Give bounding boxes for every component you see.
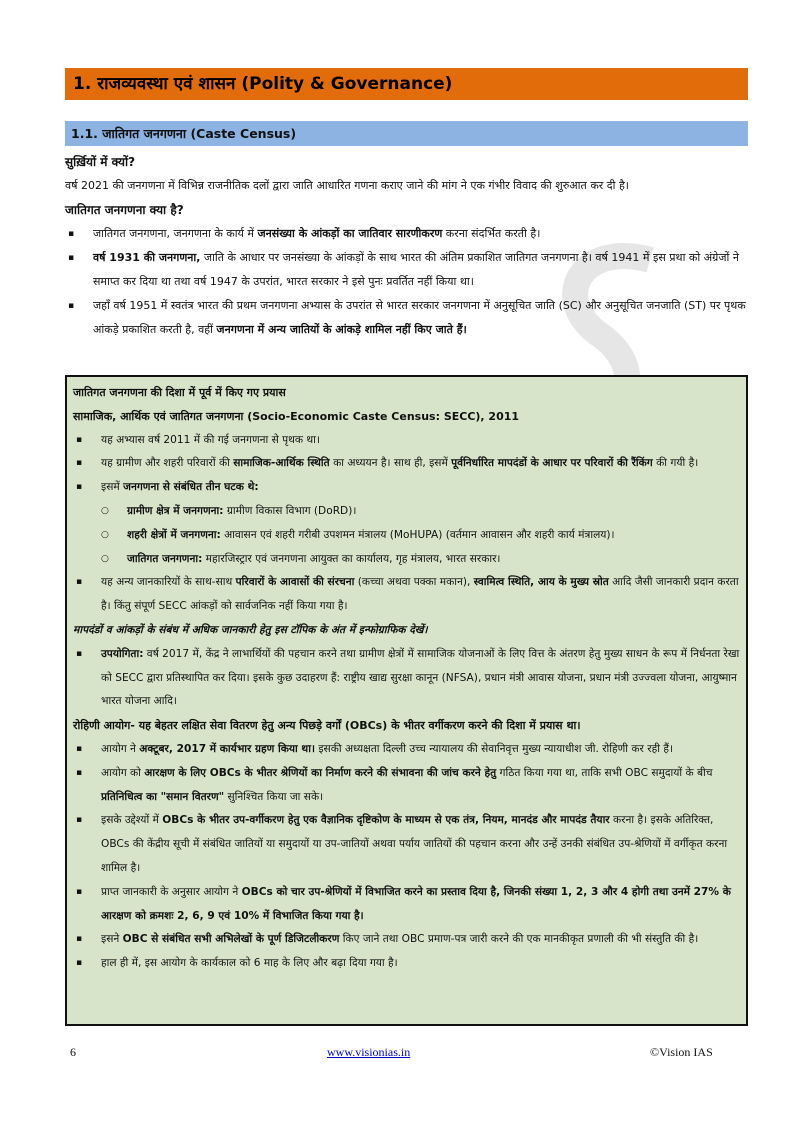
- list-item: [73, 500, 740, 524]
- list-item: [73, 429, 740, 453]
- page-number: 6: [70, 1045, 76, 1059]
- bold-text: शहरी क्षेत्रों में जनगणना:: [127, 528, 221, 541]
- census-components: [73, 500, 740, 571]
- bold-text: पूर्वनिर्धारित मापदंडों के आधार पर परिवारों की रैंकिंग: [451, 457, 653, 470]
- text: ग्रामीण विकास विभाग (DoRD)।: [223, 504, 357, 517]
- rohini-bullets: [73, 738, 740, 976]
- text: इसके उद्देश्यों में: [101, 814, 163, 827]
- text: यह अन्य जानकारियों के साथ-साथ: [101, 576, 236, 589]
- text: यह अभ्यास वर्ष 2011 में की गई जनगणना से पृथक था।: [101, 433, 320, 446]
- text: का अध्ययन है। साथ ही, इसमें: [329, 457, 452, 470]
- text: आवासन एवं शहरी गरीबी उपशमन मंत्रालय (MoHUPA) (वर्तमान आवासन और शहरी कार्य मंत्रालय)।: [220, 528, 615, 541]
- text: वर्ष 2017 में, केंद्र ने लाभार्थियों की पहचान करने तथा ग्रामीण क्षेत्रों में सामाजिक योजनाओं के लिए वित्त के अंतरण हेतु मुख्य साधन के रूप में निर्धनता रेखा को SECC द्वारा प्रतिस्थापित कर दिया। इसके कुछ उदाहरण हैं: राष्ट्रीय खाद्य सुरक्षा कानून (NFSA), प्रधान मंत्री आवास योजना, प्रधान मंत्री उज्ज्वला योजना, आयुष्मान भारत योजना आदि।: [101, 647, 740, 708]
- list-item: [73, 809, 740, 880]
- text: किए जाने तथा OBC प्रमाण-पत्र जारी करने की एक मानकीकृत प्रणाली की भी संस्तुति की है।: [339, 933, 699, 946]
- text: करना है। इसके अतिरिक्त, OBCs की केंद्रीय सूची में संबंधित जातियों या समुदायों या उप-जातियों अथवा पर्याय जातियों की पहचान करना और उन्हें उनकी संबंधित उप-श्रेणियों में वर्गीकृत करना शामिल है।: [101, 814, 728, 874]
- secc-bullets-2: [73, 571, 740, 619]
- bold-text: सामाजिक-आर्थिक स्थिति: [233, 457, 330, 470]
- list-item: [73, 881, 740, 929]
- text: सुनिश्चित किया जा सके।: [224, 790, 324, 803]
- chapter-heading: 1. राजव्यवस्था एवं शासन (Polity & Governance): [65, 68, 748, 100]
- bold-text: ग्रामीण क्षेत्र में जनगणना:: [127, 504, 224, 517]
- intro-section: [65, 150, 748, 342]
- text: प्राप्त जानकारी के अनुसार आयोग ने: [101, 885, 242, 898]
- copyright: ©Vision IAS: [650, 1045, 713, 1059]
- bold-text: जनगणना में अन्य जातियों के आंकड़े शामिल नहीं किए जाते हैं।: [216, 323, 467, 336]
- utility-bullets: [73, 643, 740, 714]
- bold-text: प्रतिनिधित्व का "समान वितरण": [101, 790, 225, 803]
- box-title: जातिगत जनगणना की दिशा में पूर्व में किए गए प्रयास: [73, 386, 286, 399]
- section-heading: 1.1. जातिगत जनगणना (Caste Census): [65, 121, 748, 146]
- bold-text: स्वामित्व स्थिति, आय के मुख्य स्रोत: [473, 576, 609, 589]
- bold-text: जनगणना से संबंधित तीन घटक थे:: [123, 481, 259, 494]
- bold-text: अक्टूबर, 2017 में कार्यभार ग्रहण किया था।: [139, 742, 315, 755]
- list-item: [73, 928, 740, 952]
- list-item: [65, 222, 748, 246]
- text: इसकी अध्यक्षता दिल्ली उच्च न्यायालय की सेवानिवृत्त मुख्य न्यायाधीश जी. रोहिणी कर रही हैं।: [314, 742, 673, 755]
- secc-title: सामाजिक, आर्थिक एवं जातिगत जनगणना (Socio-Economic Caste Census: SECC), 2011: [73, 409, 520, 423]
- list-item: [73, 643, 740, 714]
- what-heading: जातिगत जनगणना क्या है?: [65, 203, 184, 217]
- text: महारजिस्ट्रार एवं जनगणना आयुक्त का कार्यालय, गृह मंत्रालय, भारत सरकार।: [202, 552, 501, 565]
- bold-text: आरक्षण के लिए OBCs के भीतर श्रेणियों का निर्माण करने की संभावना की जांच करने हेतु: [144, 766, 497, 779]
- text: गठित किया गया था, ताकि सभी OBC समुदायों के बीच: [496, 766, 713, 779]
- bold-text: OBCs के भीतर उप-वर्गीकरण हेतु एक वैज्ञानिक दृष्टिकोण के माध्यम से एक तंत्र, नियम, मानदंड और मापदंड तैयार: [162, 814, 610, 827]
- text: आयोग को: [101, 766, 145, 779]
- website-link[interactable]: www.visionias.in: [327, 1045, 411, 1059]
- list-item: [73, 952, 740, 976]
- list-item: [73, 452, 740, 476]
- list-item: [73, 738, 740, 762]
- list-item: [73, 524, 740, 548]
- rohini-title: रोहिणी आयोग- यह बेहतर लक्षित सेवा वितरण हेतु अन्य पिछड़े वर्गों (OBCs) के भीतर वर्गीकरण करने की दिशा में प्रयास था।: [73, 719, 581, 733]
- text: हाल ही में, इस आयोग के कार्यकाल को 6 माह के लिए और बढ़ा दिया गया है।: [101, 957, 398, 970]
- text: की गयी है।: [652, 457, 699, 470]
- text: आदि जैसी जानकारी प्रदान करता है। किंतु संपूर्ण SECC आंकड़ों को सार्वजनिक नहीं किया गया है।: [101, 576, 739, 613]
- text: जाति के आधार पर जनसंख्या के आंकड़ों के साथ भारत की अंतिम प्रकाशित जातिगत जनगणना है। वर्ष 1941 में इस प्रथा को अंग्रेजों ने समाप्त कर दिया था तथा वर्ष 1947 के उपरांत, भारत सरकार ने इसे पुनः प्रवर्तित नहीं किया था।: [93, 251, 739, 288]
- secc-bullets: [73, 429, 740, 500]
- bold-text: OBC से संबंधित सभी अभिलेखों के पूर्ण डिजिटलीकरण: [122, 933, 340, 946]
- intro-bullets: [65, 222, 748, 342]
- list-item: [65, 246, 748, 294]
- bold-text: परिवारों के आवासों की संरचना: [235, 576, 355, 589]
- text: इसमें: [101, 481, 124, 494]
- text: यह ग्रामीण और शहरी परिवारों की: [101, 457, 234, 470]
- list-item: [73, 548, 740, 572]
- text: जहाँ वर्ष 1951 में स्वतंत्र भारत की प्रथम जनगणना अभ्यास के उपरांत से भारत सरकार जनगणना में अनुसूचित जाति (SC) और अनुसूचित जनजाति (ST) पर पृथक आंकड़े प्रकाशित करती है, वहीं: [93, 299, 746, 336]
- list-item: [73, 571, 740, 619]
- infographic-note: मापदंडों व आंकड़ों के संबंध में अधिक जानकारी हेतु इस टॉपिक के अंत में इन्फोग्राफिक देखें।: [73, 623, 428, 636]
- text: (कच्चा अथवा पक्का मकान),: [354, 576, 474, 589]
- bold-text: OBCs को चार उप-श्रेणियों में विभाजित करने का प्रस्ताव दिया है, जिनकी संख्या 1, 2, 3 और 4 होगी तथा उनमें 27% के आरक्षण को क्रमशः 2, 6, 9 एवं 10% में विभाजित किया गया है।: [101, 885, 731, 922]
- bold-text: वर्ष 1931 की जनगणना,: [93, 251, 201, 264]
- text: जातिगत जनगणना, जनगणना के कार्य में: [93, 227, 258, 240]
- text: इसने: [101, 933, 123, 946]
- list-item: [73, 476, 740, 500]
- list-item: [73, 762, 740, 810]
- list-item: [65, 294, 748, 342]
- text: आयोग ने: [101, 742, 140, 755]
- why-text: वर्ष 2021 की जनगणना में विभिन्न राजनीतिक दलों द्वारा जाति आधारित गणना कराए जाने की मांग ने एक गंभीर विवाद की शुरुआत कर दी है।: [65, 179, 629, 192]
- bold-text: जातिगत जनगणना:: [127, 552, 203, 565]
- bold-text: जनसंख्या के आंकड़ों का जातिवार सारणीकरण: [257, 227, 443, 240]
- bold-text: उपयोगिता:: [101, 647, 144, 660]
- text: करना संदर्भित करती है।: [442, 227, 541, 240]
- why-heading: सुर्ख़ियों में क्यों?: [65, 155, 136, 169]
- previous-efforts-box: [65, 375, 748, 1026]
